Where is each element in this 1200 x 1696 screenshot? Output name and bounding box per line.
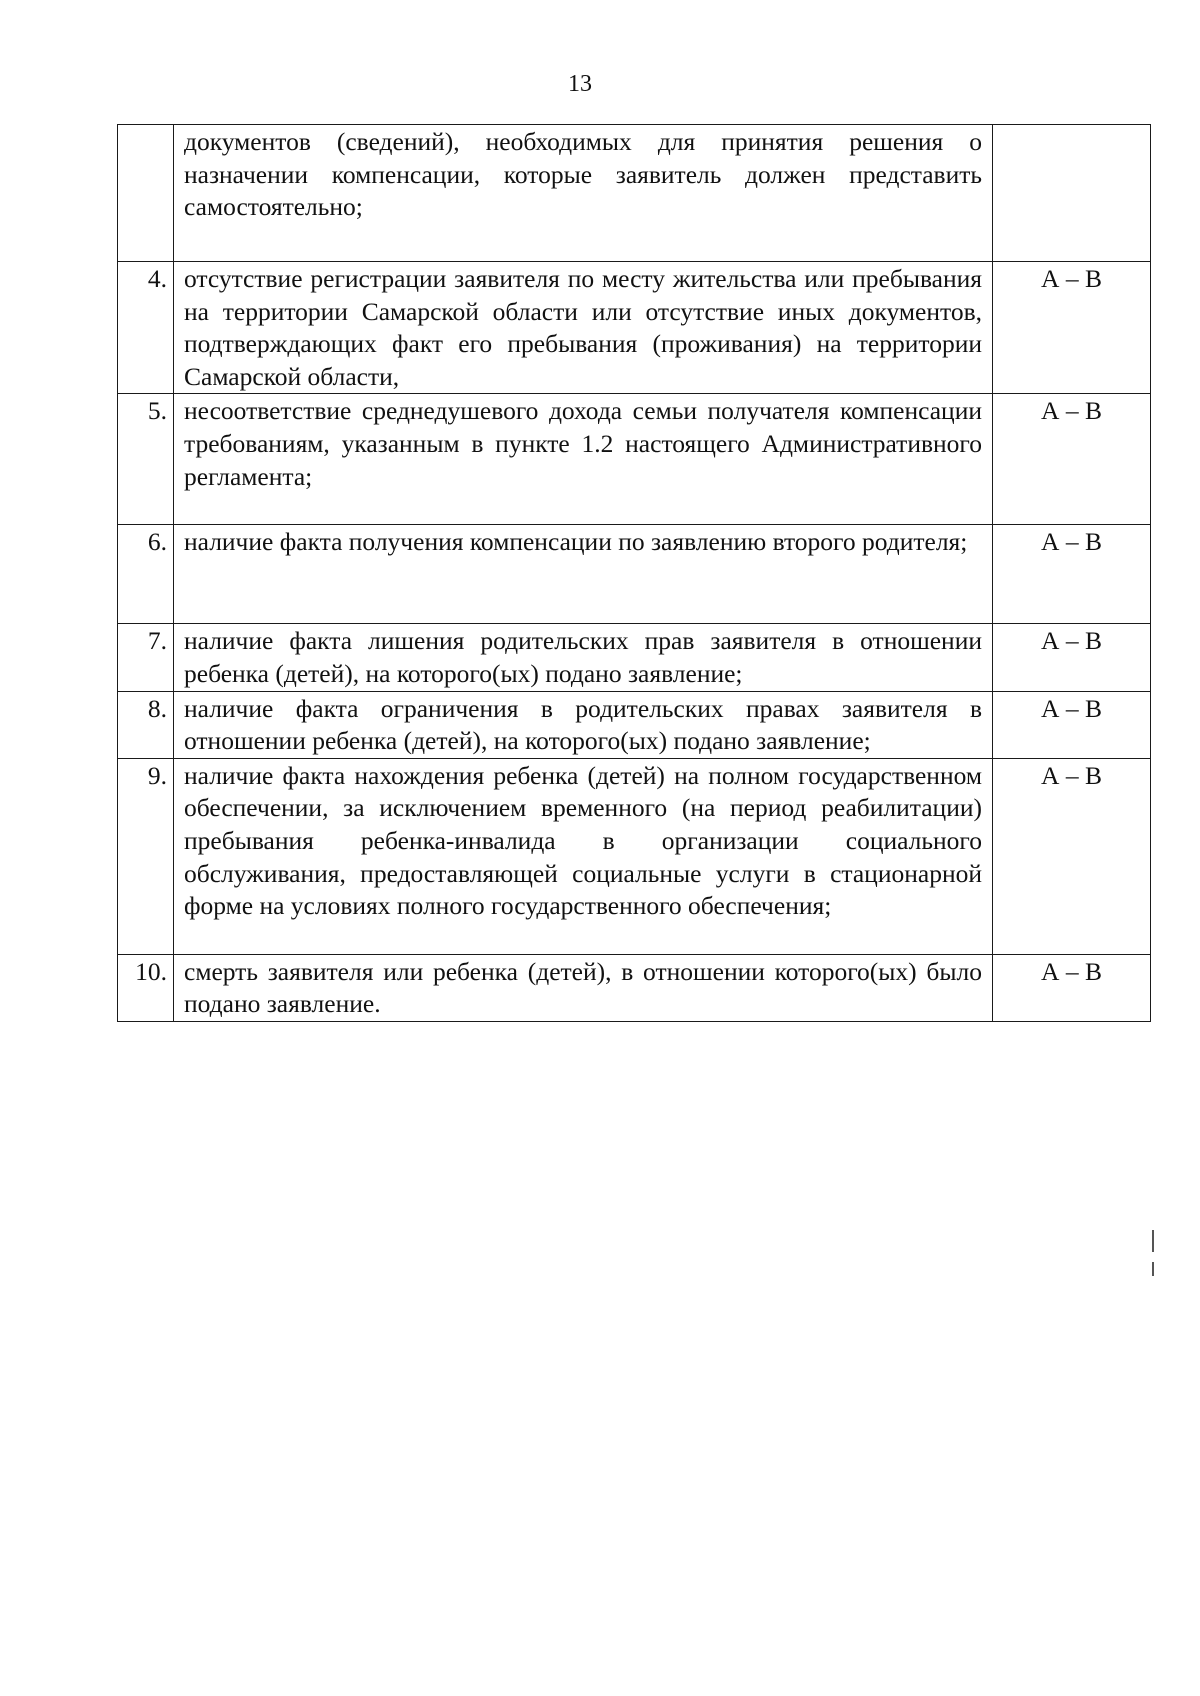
row-number	[118, 691, 174, 758]
row-text	[174, 394, 993, 525]
row-code	[993, 394, 1151, 525]
row-code	[993, 954, 1151, 1021]
row-number	[118, 758, 174, 954]
page-number: 13	[568, 71, 592, 97]
scan-artifact-mark	[1152, 1262, 1154, 1276]
scan-artifact-mark	[1152, 1230, 1154, 1252]
row-text	[174, 624, 993, 691]
row-text-content: наличие факта нахождения ребенка (детей) на полном государственном обеспечении, за исключением временного (на период реабилитации) пребывания ребенка-инвалида в организации социального обслуживания, предоставляющей социальные услуги в стационарной форме на условиях полного государственного обеспечения;	[184, 760, 982, 921]
row-code	[993, 758, 1151, 954]
row-code-text: А – В	[1041, 626, 1102, 656]
row-number-text: 10.	[135, 956, 167, 986]
row-number	[118, 954, 174, 1021]
row-code-text	[993, 125, 1150, 126]
row-code-text: А – В	[1041, 527, 1102, 557]
table-row	[118, 954, 1151, 1021]
table-row	[118, 691, 1151, 758]
row-code	[993, 525, 1151, 624]
row-number-text: 6.	[147, 527, 167, 557]
row-number	[118, 394, 174, 525]
row-code-text: А – В	[1041, 396, 1102, 426]
table-row	[118, 394, 1151, 525]
row-text-content: несоответствие среднедушевого дохода семьи получателя компенсации требованиям, указанным в пункте 1.2 настоящего Административного регламента;	[184, 396, 982, 491]
table-row	[118, 758, 1151, 954]
table-body	[118, 125, 1151, 1022]
row-number	[118, 262, 174, 394]
row-code-text: А – В	[1041, 264, 1102, 293]
row-text	[174, 691, 993, 758]
refusal-grounds-table	[117, 124, 1151, 1022]
table-row	[118, 125, 1151, 262]
row-text-content: наличие факта ограничения в родительских правах заявителя в отношении ребенка (детей), на которого(ых) подано заявление;	[184, 693, 982, 756]
row-code-text: А – В	[1041, 693, 1102, 723]
row-number	[118, 624, 174, 691]
row-number-text: 8.	[147, 693, 167, 723]
row-number	[118, 125, 174, 262]
table-row	[118, 624, 1151, 691]
row-text	[174, 262, 993, 394]
row-text-content: наличие факта лишения родительских прав заявителя в отношении ребенка (детей), на которого(ых) подано заявление;	[184, 626, 982, 688]
table-row	[118, 262, 1151, 394]
row-code	[993, 624, 1151, 691]
row-text-content: наличие факта получения компенсации по заявлению второго родителя;	[184, 527, 968, 557]
row-text	[174, 758, 993, 954]
row-text-content: отсутствие регистрации заявителя по месту жительства или пребывания на территории Самарской области или отсутствие иных документов, подтверждающих факт его пребывания (проживания) на территории Самарской области,	[184, 264, 982, 391]
row-code-text: А – В	[1041, 956, 1102, 986]
row-code-text: А – В	[1041, 760, 1102, 790]
table-row	[118, 525, 1151, 624]
row-number-text	[118, 125, 167, 126]
row-number-text: 4.	[147, 264, 167, 293]
row-text	[174, 125, 993, 262]
row-text	[174, 525, 993, 624]
row-code	[993, 691, 1151, 758]
row-number-text: 5.	[147, 396, 167, 426]
row-code	[993, 125, 1151, 262]
row-number-text: 7.	[147, 626, 167, 656]
row-number	[118, 525, 174, 624]
row-code	[993, 262, 1151, 394]
row-number-text: 9.	[147, 760, 167, 790]
row-text	[174, 954, 993, 1021]
row-text-content: документов (сведений), необходимых для принятия решения о назначении компенсации, которые заявитель должен представить самостоятельно;	[184, 127, 982, 222]
row-text-content: смерть заявителя или ребенка (детей), в отношении которого(ых) было подано заявление.	[184, 956, 982, 1019]
